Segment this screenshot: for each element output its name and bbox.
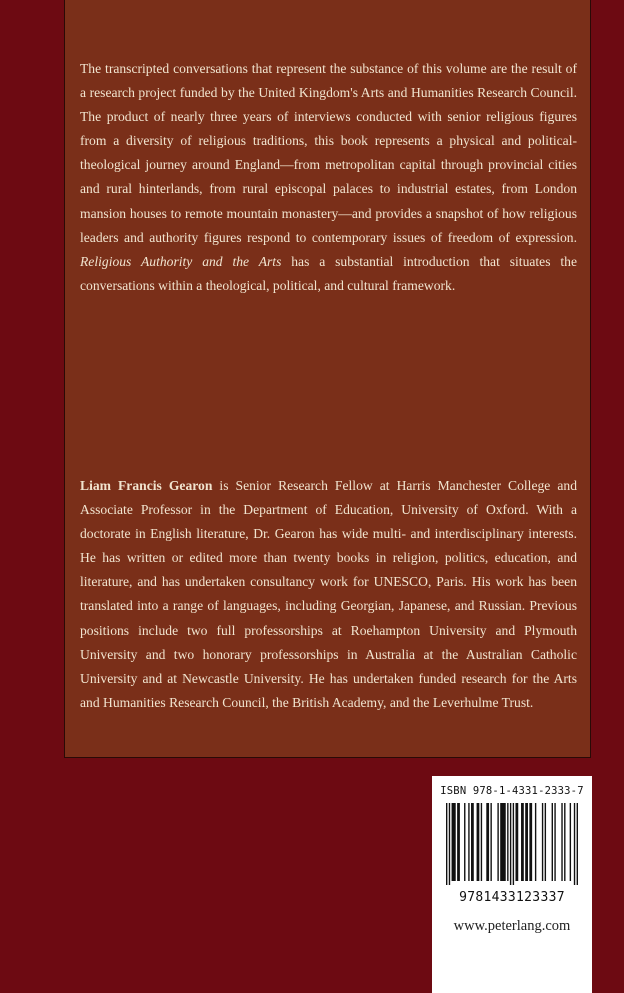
barcode-bar	[521, 803, 524, 881]
summary-text-after-title: has a substantial introduction that situates the conversations within a theological, political, and cultural framework.	[80, 253, 577, 293]
barcode-bar	[515, 803, 518, 881]
barcode-digits: 9781433123337	[459, 890, 565, 905]
barcode-bar	[564, 803, 565, 881]
barcode-bar	[529, 803, 532, 881]
text-panel	[64, 0, 591, 758]
barcode-image	[446, 803, 578, 885]
barcode-guard-bar	[446, 803, 447, 885]
barcode-bar	[464, 803, 465, 881]
barcode-guard-bar	[513, 803, 514, 885]
barcode-bar	[535, 803, 536, 881]
barcode-bar	[481, 803, 482, 881]
barcode-bar	[561, 803, 562, 881]
barcode-bar	[490, 803, 491, 881]
book-title: Religious Authority and the Arts	[80, 253, 282, 269]
barcode-guard-bar	[449, 803, 450, 885]
barcode-bar	[468, 803, 469, 881]
barcode-bar	[554, 803, 555, 881]
barcode-bar	[477, 803, 480, 881]
summary-text: The transcripted conversations that represent the substance of this volume are the result of a research project funded by the United Kingdom's Arts and Humanities Research Council. The product of nearly three years of interviews conducted with senior religious figures from a diversity of religious traditions, this book represents a physical and political-theological journey around England—from metropolitan capital through provincial cities and rural hinterlands, from rural episcopal palaces to industrial estates, from London mansion houses to remote mountain monastery—and provides a snapshot of how religious leaders and authority figures respond to contemporary issues of freedom of expression.	[80, 61, 577, 245]
barcode-guard-bar	[577, 803, 578, 885]
barcode-guard-bar	[510, 803, 511, 885]
barcode-bar	[486, 803, 489, 881]
barcode-bar	[497, 803, 498, 881]
barcode-guard-bar	[574, 803, 575, 885]
barcode-bar	[457, 803, 460, 881]
publisher-url: www.peterlang.com	[453, 918, 571, 934]
barcode-bar	[570, 803, 571, 881]
barcode-bar	[507, 803, 508, 881]
barcode-bar	[552, 803, 553, 881]
barcode-bar	[471, 803, 474, 881]
barcode-bar	[500, 803, 506, 881]
author-bio-paragraph	[80, 474, 577, 715]
barcode-bar	[452, 803, 456, 881]
author-bio-text: is Senior Research Fellow at Harris Manchester College and Associate Professor in the Department of Education, University of Oxford. With a doctorate in English literature, Dr. Gearon has wide multi- and interdisciplinary interests. He has written or edited more than twenty books in religion, politics, education, and literature, and has undertaken consultancy work for UNESCO, Paris. His work has been translated into a range of languages, including Georgian, Japanese, and Russian. Previous positions include two full professorships at Roehampton University and Plymouth University and two honorary professorships in Australia at the Australian Catholic University and at Newcastle University. He has undertaken funded research for the Arts and Humanities Research Council, the British Academy, and the Leverhulme Trust.	[80, 478, 577, 710]
barcode-bar	[525, 803, 528, 881]
isbn-label: ISBN 978-1-4331-2333-7	[440, 785, 584, 797]
barcode-bar	[542, 803, 543, 881]
barcode-box	[432, 776, 592, 993]
book-summary-paragraph	[80, 57, 577, 298]
author-name: Liam Francis Gearon	[80, 478, 213, 493]
barcode-bar	[545, 803, 546, 881]
